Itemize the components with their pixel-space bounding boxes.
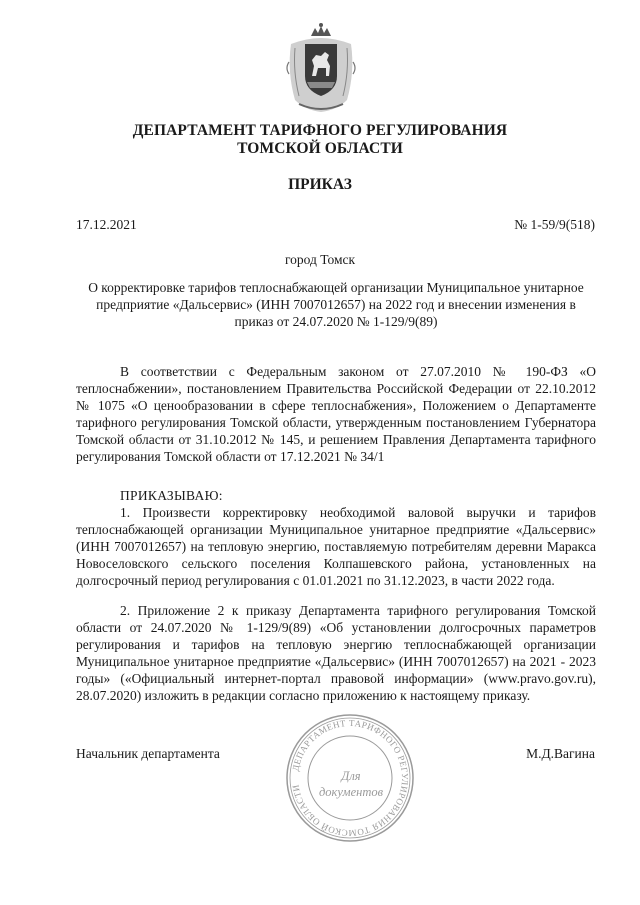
order-item-2: 2. Приложение 2 к приказу Департамента тарифного регулирования Томской области от 24.07.2020 № 1-129/9(89) «Об установлении долгосрочных параметров регулирования и тарифов на тепловую энергию теплоснабжающей организации Муниципальное унитарное предприятие «Дальсервис» (ИНН 7007012657) на 2021 - 2023 годы» («Официальный интернет-портал правовой информации» (www.pravo.gov.ru), 28.07.2020) изложить в редакции согласно приложению к настоящему приказу. [76,603,596,703]
intro-paragraph: В соответствии с Федеральным законом от 27.07.2010 № 190-ФЗ «О теплоснабжении», постановлением Правительства Российской Федерации от 22.10.2012 № 1075 «О ценообразовании в сфере теплоснабжения», Положением о Департаменте тарифного регулирования Томской области, утвержденным постановлением Губернатора Томской области от 31.10.2012 № 145, и решением Правления Департамента тарифного регулирования Томской области от 17.12.2021 № 34/1 [76,364,596,464]
coat-of-arms-emblem [285,22,357,114]
document-subject: О корректировке тарифов теплоснабжающей организации Муниципальное унитарное предприятие «Дальсервис» (ИНН 7007012657) на 2022 год и внесении изменения в приказ от 24.07.2020 № 1-129/9(89) [88,280,584,329]
stamp-ring-text: ДЕПАРТАМЕНТ ТАРИФНОГО РЕГУЛИРОВАНИЯ ТОМСКОЙ ОБЛАСТИ [290,717,411,839]
document-city: город Томск [284,252,356,267]
document-number: № 1-59/9(518) [514,217,595,232]
stamp-line2: документов [318,785,384,799]
order-item-1: 1. Произвести корректировку необходимой валовой выручки и тарифов теплоснабжающей организации Муниципальное унитарное предприятие «Дальсервис» (ИНН 7007012657) на тепловую энергию, поставляемую потребителям деревни Маракса Новоселовского сельского поселения Колпашевского района, установленных на долгосрочный период регулирования с 01.01.2021 по 31.12.2023, в части 2022 года. [76,505,596,588]
signatory-name: М.Д.Вагина [526,746,595,761]
document-type: ПРИКАЗ [288,176,352,193]
organization-name-line2: ТОМСКОЙ ОБЛАСТИ [237,140,403,157]
organization-name-line1: ДЕПАРТАМЕНТ ТАРИФНОГО РЕГУЛИРОВАНИЯ [132,122,508,139]
order-keyword: ПРИКАЗЫВАЮ: [120,488,223,503]
stamp-line1: Для [341,769,361,783]
signatory-title: Начальник департамента [76,746,220,761]
document-date: 17.12.2021 [76,217,137,232]
